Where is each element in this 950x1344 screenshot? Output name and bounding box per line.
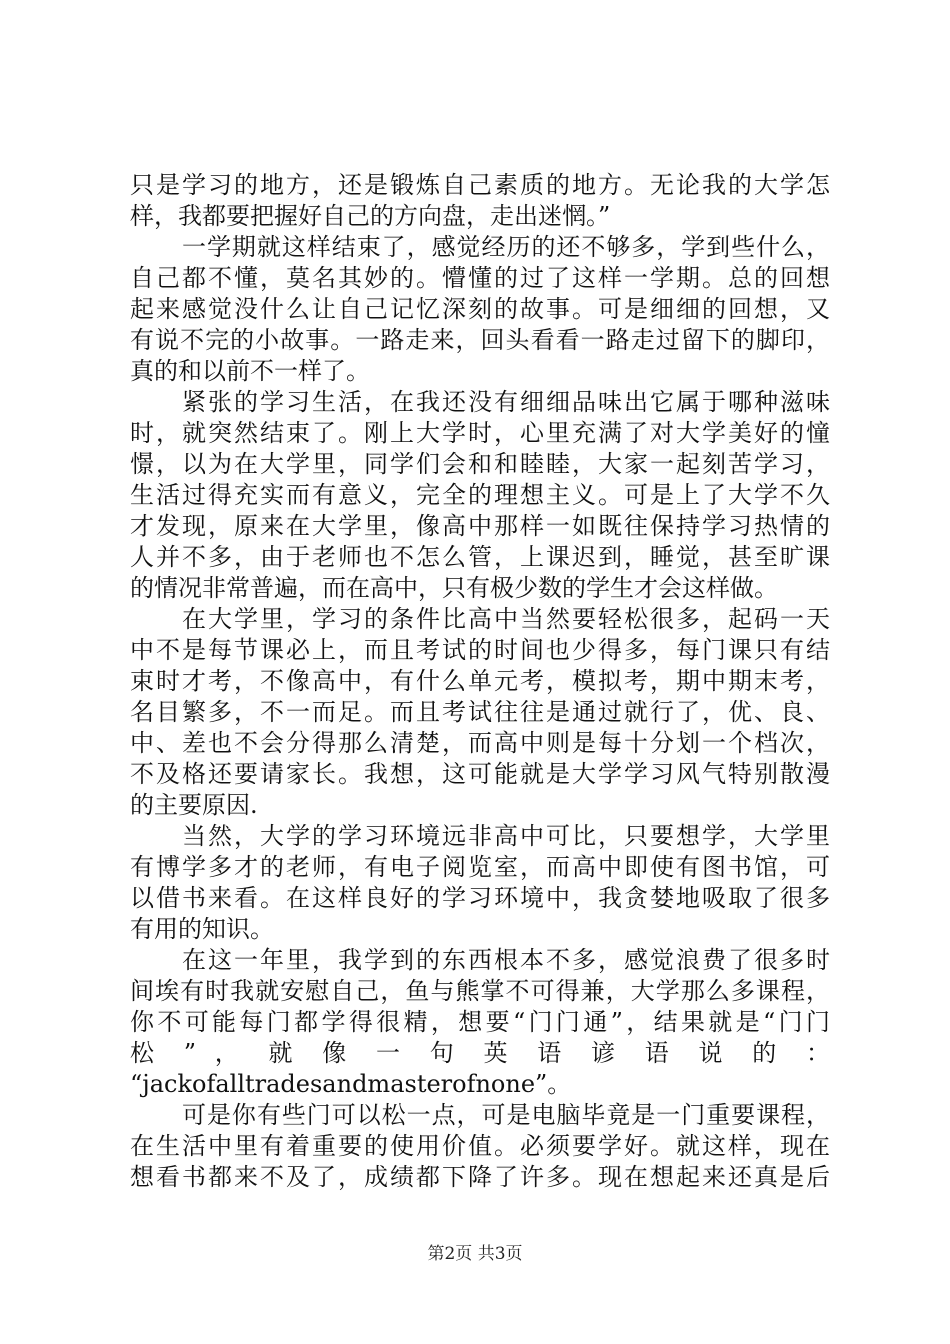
text-line: 在这一年里，我学到的东西根本不多，感觉浪费了很多时 [182, 946, 830, 974]
text-line: 紧张的学习生活，在我还没有细细品味出它属于哪种滋味 [182, 388, 830, 416]
text-line: 当然，大学的学习环境远非高中可比，只要想学，大学里 [182, 822, 830, 850]
text-line: 束时才考，不像高中，有什么单元考，模拟考，期中期末考， [130, 667, 830, 695]
text-line: 生活过得充实而有意义，完全的理想主义。可是上了大学不久 [130, 481, 830, 509]
text-line: 人并不多，由于老师也不怎么管，上课迟到，睡觉，甚至旷课 [130, 543, 830, 571]
text-line: 松 ” ， 就 像 一 句 英 语 谚 语 说 的 ： [130, 1039, 830, 1067]
text-line: 自己都不懂，莫名其妙的。懵懂的过了这样一学期。总的回想 [130, 264, 830, 292]
text-line: 一学期就这样结束了，感觉经历的还不够多，学到些什么， [182, 233, 830, 261]
text-line: 不及格还要请家长。我想，这可能就是大学学习风气特别散漫 [130, 760, 830, 788]
text-line: 只是学习的地方，还是锻炼自己素质的地方。无论我的大学怎 [130, 171, 830, 199]
text-line: 有说不完的小故事。一路走来，回头看看一路走过留下的脚印， [130, 326, 830, 354]
text-line: 可是你有些门可以松一点，可是电脑毕竟是一门重要课程， [182, 1101, 830, 1129]
text-line: 憬，以为在大学里，同学们会和和睦睦，大家一起刻苦学习， [130, 450, 830, 478]
text-line: 名目繁多，不一而足。而且考试往往是通过就行了，优、良、 [130, 698, 830, 726]
body-text [130, 170, 830, 1193]
text-line: 中、差也不会分得那么清楚，而高中则是每十分划一个档次， [130, 729, 830, 757]
text-line: 起来感觉没什么让自己记忆深刻的故事。可是细细的回想，又 [130, 295, 830, 323]
text-line: 你不可能每门都学得很精，想要“门门通”，结果就是“门门 [130, 1008, 830, 1036]
text-line: 在生活中里有着重要的使用价值。必须要学好。就这样，现在 [130, 1132, 830, 1160]
text-line: 间埃有时我就安慰自己，鱼与熊掌不可得兼，大学那么多课程， [130, 977, 830, 1005]
text-line: 中不是每节课必上，而且考试的时间也少得多，每门课只有结 [130, 636, 830, 664]
text-line: “jackofalltradesandmasterofnone”。 [130, 1070, 572, 1098]
text-line: 有用的知识。 [130, 915, 274, 943]
text-line: 时，就突然结束了。刚上大学时，心里充满了对大学美好的憧 [130, 419, 830, 447]
text-line: 在大学里，学习的条件比高中当然要轻松很多，起码一天 [182, 605, 830, 633]
text-line: 才发现，原来在大学里，像高中那样一如既往保持学习热情的 [130, 512, 830, 540]
page-number-footer: 第2页 共3页 [427, 1244, 523, 1264]
text-line: 样，我都要把握好自己的方向盘，走出迷惘。” [130, 202, 611, 230]
text-line: 有博学多才的老师，有电子阅览室，而高中即使有图书馆，可 [130, 853, 830, 881]
text-line: 想看书都来不及了，成绩都下降了许多。现在想起来还真是后 [130, 1163, 830, 1191]
text-line: 的主要原因. [130, 791, 258, 819]
text-line: 的情况非常普遍，而在高中，只有极少数的学生才会这样做。 [130, 574, 778, 602]
text-line: 真的和以前不一样了。 [130, 357, 370, 385]
text-line: 以借书来看。在这样良好的学习环境中，我贪婪地吸取了很多 [130, 884, 830, 912]
